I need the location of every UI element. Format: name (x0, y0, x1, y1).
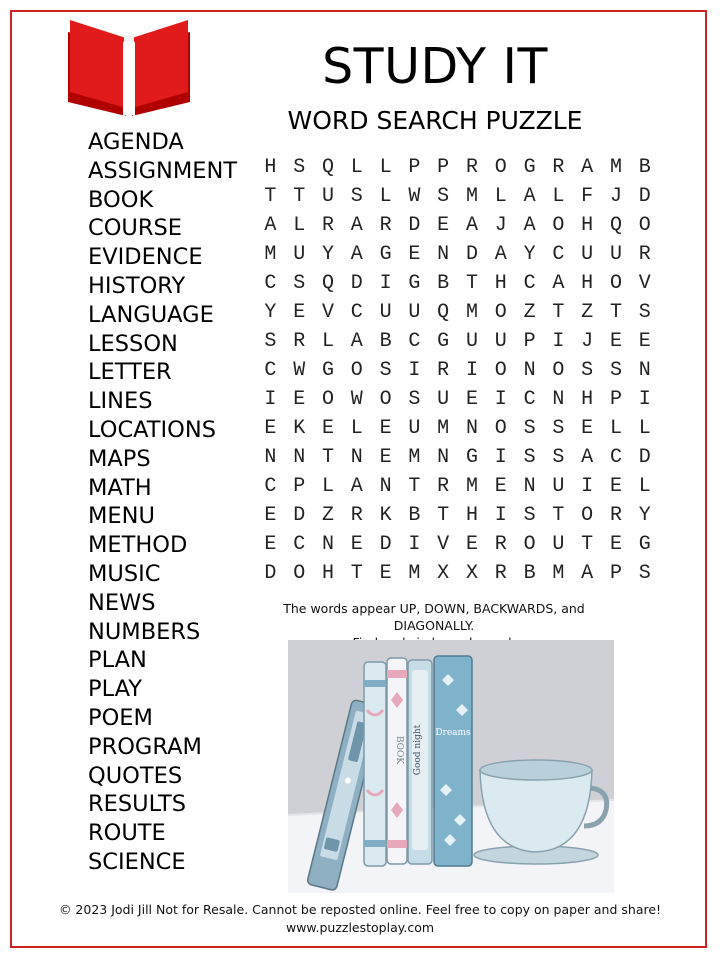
word-list-item: MAPS (88, 445, 151, 472)
grid-cell: M (465, 475, 478, 498)
grid-cell: U (408, 417, 421, 440)
grid-cell: H (494, 272, 507, 295)
grid-cell: T (321, 446, 334, 469)
grid-cell: R (379, 214, 392, 237)
grid-cell: I (408, 359, 421, 382)
book-spine-label: Dreams (435, 728, 471, 738)
grid-cell: L (321, 330, 334, 353)
grid-cell: Q (321, 156, 334, 179)
grid-cell: O (494, 359, 507, 382)
grid-cell: I (465, 359, 478, 382)
grid-cell: S (552, 446, 565, 469)
grid-cell: A (350, 214, 363, 237)
grid-row (256, 269, 659, 298)
grid-cell: I (408, 533, 421, 556)
grid-cell: L (609, 417, 622, 440)
grid-cell: E (379, 417, 392, 440)
grid-cell: H (581, 388, 594, 411)
grid-cell: G (638, 533, 651, 556)
grid-cell: R (293, 330, 306, 353)
grid-cell: S (293, 272, 306, 295)
grid-cell: E (609, 475, 622, 498)
word-list-item: ROUTE (88, 820, 166, 847)
word-list-item: AGENDA (88, 129, 184, 155)
grid-cell: N (437, 243, 450, 266)
grid-cell: G (379, 243, 392, 266)
grid-cell: N (523, 475, 536, 498)
grid-cell: E (264, 417, 277, 440)
grid-cell: S (552, 417, 565, 440)
grid-cell: M (264, 243, 277, 266)
grid-row (256, 153, 659, 182)
grid-cell: U (609, 243, 622, 266)
grid-cell: N (264, 446, 277, 469)
grid-cell: K (379, 504, 392, 527)
grid-cell: H (321, 562, 334, 585)
grid-cell: O (350, 359, 363, 382)
grid-cell: T (350, 562, 363, 585)
grid-cell: U (465, 330, 478, 353)
grid-cell: Q (609, 214, 622, 237)
grid-cell: G (465, 446, 478, 469)
grid-cell: M (465, 185, 478, 208)
grid-cell: N (293, 446, 306, 469)
word-list-item: PLAN (88, 647, 147, 674)
word-list-item: RESULTS (88, 791, 187, 818)
word-list-item: LANGUAGE (88, 301, 214, 328)
grid-cell: U (581, 243, 594, 266)
grid-cell: E (465, 388, 478, 411)
grid-cell: C (408, 330, 421, 353)
grid-cell: O (638, 214, 651, 237)
grid-cell: I (494, 388, 507, 411)
word-list-item: PROGRAM (88, 733, 202, 760)
grid-cell: Y (321, 243, 334, 266)
grid-cell: D (638, 185, 651, 208)
grid-cell: E (293, 388, 306, 411)
grid-cell: V (638, 272, 651, 295)
grid-cell: N (523, 359, 536, 382)
grid-cell: S (408, 388, 421, 411)
grid-cell: R (437, 359, 450, 382)
grid-cell: W (293, 359, 306, 382)
grid-cell: E (609, 330, 622, 353)
grid-cell: E (379, 446, 392, 469)
grid-cell: I (494, 504, 507, 527)
grid-cell: O (552, 214, 565, 237)
grid-cell: R (465, 156, 478, 179)
grid-cell: U (552, 533, 565, 556)
grid-cell: L (350, 417, 363, 440)
grid-cell: K (293, 417, 306, 440)
grid-cell: D (638, 446, 651, 469)
grid-cell: R (321, 214, 334, 237)
grid-cell: B (437, 272, 450, 295)
grid-cell: N (638, 359, 651, 382)
grid-cell: U (494, 330, 507, 353)
grid-cell: C (609, 446, 622, 469)
grid-cell: P (523, 330, 536, 353)
grid-cell: H (581, 272, 594, 295)
grid-cell: L (638, 417, 651, 440)
grid-cell: L (494, 185, 507, 208)
footer (20, 901, 700, 937)
grid-cell: H (465, 504, 478, 527)
grid-row (256, 501, 659, 530)
grid-cell: R (437, 475, 450, 498)
grid-cell: T (609, 301, 622, 324)
grid-cell: D (293, 504, 306, 527)
grid-cell: H (581, 214, 594, 237)
grid-cell: U (321, 185, 334, 208)
grid-cell: T (552, 504, 565, 527)
word-list-item: LETTER (88, 359, 172, 386)
grid-cell: C (523, 388, 536, 411)
grid-cell: Y (264, 301, 277, 324)
grid-cell: R (609, 504, 622, 527)
grid-row (256, 472, 659, 501)
grid-cell: E (264, 504, 277, 527)
grid-cell: A (494, 243, 507, 266)
grid-cell: S (638, 562, 651, 585)
grid-cell: W (408, 185, 421, 208)
grid-cell: R (552, 156, 565, 179)
grid-cell: B (408, 504, 421, 527)
grid-cell: A (552, 272, 565, 295)
word-list-item: EVIDENCE (88, 244, 203, 271)
grid-cell: D (408, 214, 421, 237)
grid-cell: A (523, 214, 536, 237)
grid-cell: E (321, 417, 334, 440)
grid-cell: S (350, 185, 363, 208)
grid-row (256, 414, 659, 443)
word-list-item: LOCATIONS (88, 416, 217, 443)
word-list-item: COURSE (88, 215, 183, 242)
grid-cell: I (494, 446, 507, 469)
grid-cell: T (408, 475, 421, 498)
grid-cell: T (581, 533, 594, 556)
grid-cell: A (581, 446, 594, 469)
grid-cell: Y (638, 504, 651, 527)
grid-cell: C (523, 272, 536, 295)
grid-row (256, 385, 659, 414)
grid-cell: I (581, 475, 594, 498)
grid-cell: N (379, 475, 392, 498)
word-list-item: PLAY (88, 676, 143, 703)
grid-cell: D (350, 272, 363, 295)
website-url: www.puzzlestoplay.com (285, 920, 435, 935)
book-spine-label: BOOK (394, 735, 404, 765)
grid-cell: M (408, 446, 421, 469)
grid-cell: O (609, 272, 622, 295)
grid-cell: O (321, 388, 334, 411)
grid-cell: I (264, 388, 277, 411)
grid-cell: X (437, 562, 450, 585)
grid-cell: A (264, 214, 277, 237)
grid-cell: S (437, 185, 450, 208)
grid-cell: U (293, 243, 306, 266)
grid-cell: M (408, 562, 421, 585)
grid-row (256, 298, 659, 327)
grid-cell: S (523, 504, 536, 527)
grid-cell: V (437, 533, 450, 556)
grid-cell: N (465, 417, 478, 440)
grid-cell: E (408, 243, 421, 266)
grid-cell: A (350, 330, 363, 353)
grid-cell: S (264, 330, 277, 353)
word-list-item: METHOD (88, 532, 188, 559)
open-book-icon (66, 16, 192, 128)
grid-cell: C (350, 301, 363, 324)
grid-cell: G (321, 359, 334, 382)
grid-cell: R (494, 533, 507, 556)
copyright-notice: © 2023 Jodi Jill Not for Resale. Cannot be reposted online. Feel free to copy on paper and share! (58, 902, 662, 917)
grid-cell: O (379, 388, 392, 411)
grid-cell: M (437, 417, 450, 440)
grid-row (256, 240, 659, 269)
word-list-item: LESSON (88, 330, 178, 357)
grid-cell: E (494, 475, 507, 498)
grid-cell: E (293, 301, 306, 324)
grid-cell: L (552, 185, 565, 208)
word-list-item: POEM (88, 704, 153, 731)
grid-row (256, 211, 659, 240)
grid-cell: Z (523, 301, 536, 324)
grid-cell: S (523, 446, 536, 469)
grid-cell: O (523, 533, 536, 556)
grid-cell: W (350, 388, 363, 411)
grid-cell: C (293, 533, 306, 556)
grid-cell: Q (437, 301, 450, 324)
grid-cell: C (264, 359, 277, 382)
word-list-item: MUSIC (88, 560, 161, 587)
grid-cell: U (408, 301, 421, 324)
grid-cell: X (465, 562, 478, 585)
grid-cell: L (350, 156, 363, 179)
word-list-item: QUOTES (88, 762, 183, 789)
grid-cell: Z (581, 301, 594, 324)
word-list-item: BOOK (88, 186, 154, 213)
word-list-item: LINES (88, 388, 153, 415)
grid-cell: S (609, 359, 622, 382)
grid-cell: E (465, 533, 478, 556)
grid-cell: B (379, 330, 392, 353)
grid-row (256, 443, 659, 472)
grid-cell: J (581, 330, 594, 353)
grid-cell: I (379, 272, 392, 295)
word-list-item: HISTORY (88, 272, 186, 299)
grid-cell: L (379, 156, 392, 179)
grid-cell: M (465, 301, 478, 324)
grid-cell: L (638, 475, 651, 498)
grid-cell: C (552, 243, 565, 266)
grid-cell: N (437, 446, 450, 469)
grid-cell: A (581, 156, 594, 179)
grid-cell: O (581, 504, 594, 527)
grid-cell: L (293, 214, 306, 237)
grid-cell: Z (321, 504, 334, 527)
grid-cell: C (264, 272, 277, 295)
grid-cell: A (350, 243, 363, 266)
word-list-item: MATH (88, 474, 152, 501)
grid-cell: B (523, 562, 536, 585)
grid-cell: G (437, 330, 450, 353)
grid-cell: H (264, 156, 277, 179)
grid-cell: B (638, 156, 651, 179)
grid-cell: U (379, 301, 392, 324)
grid-cell: Y (523, 243, 536, 266)
grid-cell: E (264, 533, 277, 556)
books-and-teacup-illustration (288, 640, 614, 893)
grid-cell: O (494, 301, 507, 324)
grid-row (256, 182, 659, 211)
grid-cell: U (437, 388, 450, 411)
grid-cell: P (609, 388, 622, 411)
letter-grid (256, 153, 659, 588)
grid-cell: E (638, 330, 651, 353)
grid-cell: O (494, 156, 507, 179)
word-list-item: SCIENCE (88, 848, 186, 875)
word-list (88, 128, 237, 877)
word-list-item: ASSIGNMENT (88, 157, 238, 184)
grid-cell: I (552, 330, 565, 353)
grid-cell: J (609, 185, 622, 208)
grid-cell: G (523, 156, 536, 179)
grid-cell: E (350, 533, 363, 556)
grid-cell: P (408, 156, 421, 179)
grid-row (256, 530, 659, 559)
grid-cell: O (293, 562, 306, 585)
grid-cell: O (552, 359, 565, 382)
grid-row (256, 559, 659, 588)
grid-row (256, 327, 659, 356)
grid-cell: M (552, 562, 565, 585)
grid-cell: F (581, 185, 594, 208)
grid-cell: T (437, 504, 450, 527)
grid-cell: U (552, 475, 565, 498)
grid-cell: L (379, 185, 392, 208)
grid-cell: G (408, 272, 421, 295)
grid-cell: S (379, 359, 392, 382)
grid-cell: T (465, 272, 478, 295)
grid-cell: T (264, 185, 277, 208)
grid-cell: S (523, 417, 536, 440)
grid-row (256, 356, 659, 385)
grid-cell: E (437, 214, 450, 237)
grid-cell: P (437, 156, 450, 179)
grid-cell: T (293, 185, 306, 208)
grid-cell: D (264, 562, 277, 585)
word-list-item: NEWS (88, 589, 156, 616)
instructions-line-1: The words appear UP, DOWN, BACKWARDS, and DIAGONALLY. (283, 601, 585, 633)
grid-cell: L (321, 475, 334, 498)
grid-cell: D (379, 533, 392, 556)
grid-cell: V (321, 301, 334, 324)
grid-cell: A (350, 475, 363, 498)
word-list-item: NUMBERS (88, 618, 201, 645)
grid-cell: S (581, 359, 594, 382)
grid-cell: N (552, 388, 565, 411)
grid-cell: O (494, 417, 507, 440)
page-subtitle: WORD SEARCH PUZZLE (287, 106, 583, 135)
grid-cell: R (350, 504, 363, 527)
grid-cell: E (581, 417, 594, 440)
grid-cell: C (264, 475, 277, 498)
grid-cell: J (494, 214, 507, 237)
grid-cell: P (293, 475, 306, 498)
page-title: STUDY IT (322, 38, 548, 95)
grid-cell: R (494, 562, 507, 585)
grid-cell: N (321, 533, 334, 556)
grid-cell: R (638, 243, 651, 266)
book-spine-label: Good night (413, 724, 423, 776)
grid-cell: I (638, 388, 651, 411)
grid-cell: S (638, 301, 651, 324)
grid-cell: D (465, 243, 478, 266)
grid-cell: A (581, 562, 594, 585)
grid-cell: A (465, 214, 478, 237)
grid-cell: A (523, 185, 536, 208)
grid-cell: P (609, 562, 622, 585)
grid-cell: N (350, 446, 363, 469)
grid-cell: M (609, 156, 622, 179)
word-list-item: MENU (88, 503, 155, 530)
grid-cell: E (609, 533, 622, 556)
grid-cell: S (293, 156, 306, 179)
grid-cell: E (379, 562, 392, 585)
grid-cell: Q (321, 272, 334, 295)
grid-cell: T (552, 301, 565, 324)
